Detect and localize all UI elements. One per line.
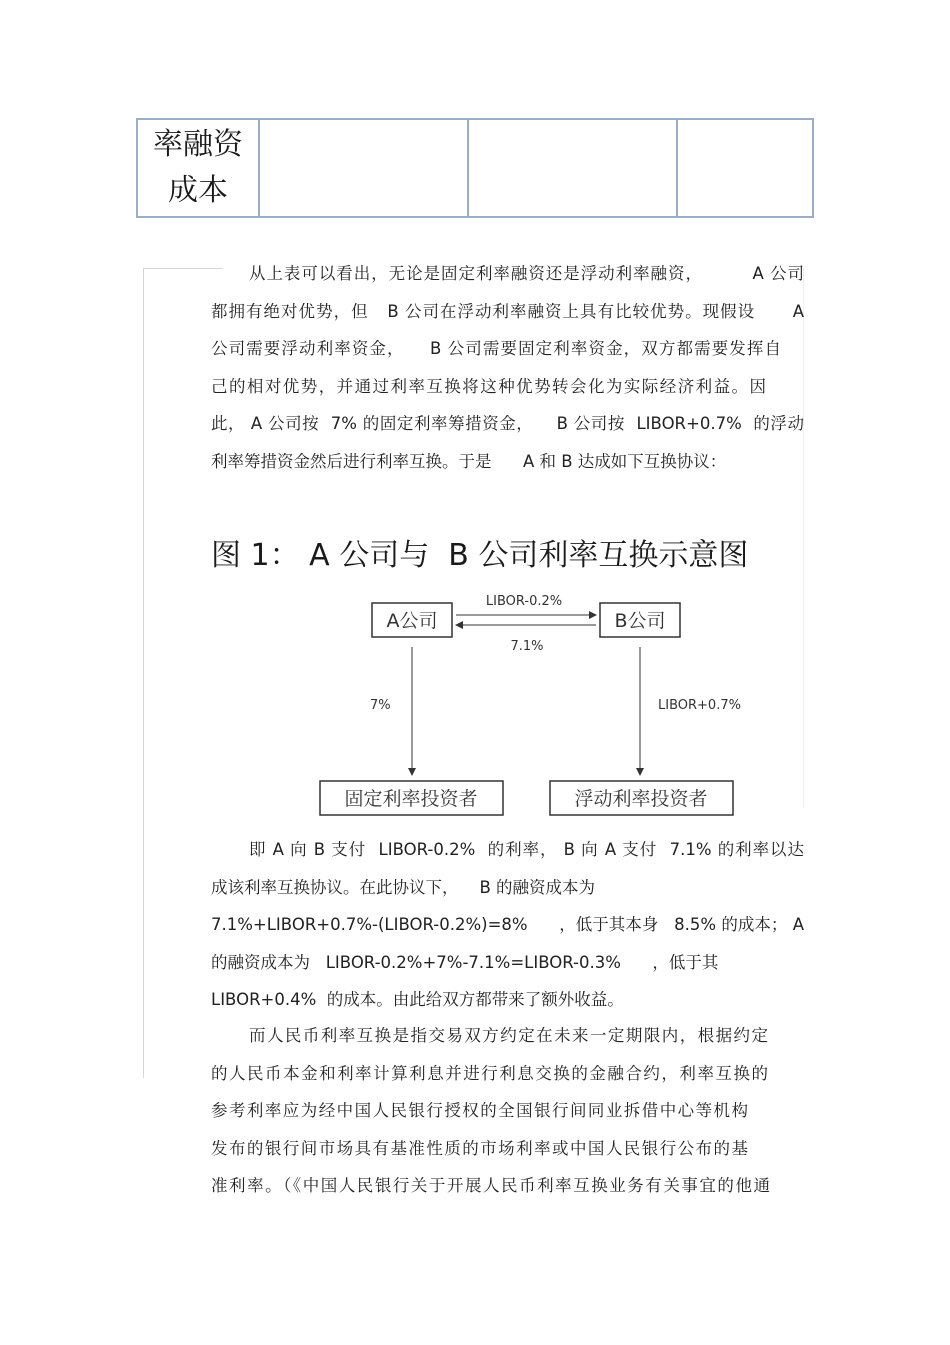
box-company-b-label: B公司 bbox=[614, 610, 666, 632]
paragraph-line: 都拥有绝对优势，但 B 公司在浮动利率融资上具有比较优势。现假设 A bbox=[211, 301, 804, 321]
swap-diagram bbox=[300, 585, 760, 825]
box-fixed-investor-label: 固定利率投资者 bbox=[344, 788, 478, 810]
box-float-investor-label: 浮动利率投资者 bbox=[574, 788, 708, 810]
table-cell bbox=[677, 119, 813, 217]
table-row-header bbox=[137, 119, 259, 217]
paragraph-line: 而人民币利率互换是指交易双方约定在未来一定期限内，根据约定 bbox=[249, 1026, 768, 1045]
paragraph-line: 发布的银行间市场具有基准性质的市场利率或中国人民银行公布的基 bbox=[211, 1138, 748, 1158]
paragraph-line: 此， A 公司按 7% 的固定利率筹措资金， B 公司按 LIBOR+0.7% 的浮动 bbox=[211, 414, 804, 433]
row-header-line1: 率融资 bbox=[153, 127, 243, 162]
paragraph-line: LIBOR+0.4% 的成本。由此给双方都带来了额外收益。 bbox=[211, 990, 624, 1009]
rate-table bbox=[136, 118, 814, 218]
right-down-label: LIBOR+0.7% bbox=[658, 698, 741, 713]
page-border-left bbox=[143, 268, 144, 1078]
paragraph-3 bbox=[211, 1017, 804, 1205]
table-cell bbox=[468, 119, 677, 217]
box-company-b bbox=[600, 603, 680, 637]
paragraph-line: 的融资成本为 LIBOR-0.2%+7%-7.1%=LIBOR-0.3% ，低于其 bbox=[211, 952, 719, 972]
table-row bbox=[137, 119, 813, 217]
box-company-a bbox=[372, 603, 452, 637]
paragraph-line: 利率筹措资金然后进行利率互换。于是 A 和 B 达成如下互换协议： bbox=[211, 451, 727, 471]
paragraph-2 bbox=[211, 831, 804, 1019]
paragraph-line: 公司需要浮动利率资金， B 公司需要固定利率资金，双方都需要发挥自 bbox=[211, 339, 781, 358]
arrow-top-label: LIBOR-0.2% bbox=[485, 594, 563, 609]
paragraph-line: 参考利率应为经中国人民银行授权的全国银行间同业拆借中心等机构 bbox=[211, 1101, 748, 1120]
row-header-line2: 成本 bbox=[168, 173, 228, 208]
arrow-bottom-label: 7.1% bbox=[510, 639, 544, 654]
box-fixed-investor bbox=[320, 781, 503, 815]
paragraph-line: 成该利率互换协议。在此协议下， B 的融资成本为 bbox=[211, 877, 596, 897]
paragraph-line: 准利率。（《中国人民银行关于开展人民币利率互换业务有关事宜的他通 bbox=[211, 1176, 770, 1195]
paragraph-line: 的人民币本金和利率计算利息并进行利息交换的金融合约，利率互换的 bbox=[211, 1063, 768, 1083]
paragraph-line: 即 A 向 B 支付 LIBOR-0.2% 的利率， B 向 A 支付 7.1% 的利率以达 bbox=[249, 840, 804, 859]
figure-title: 图 1： A 公司与 B 公司利率互换示意图 bbox=[211, 538, 749, 573]
paragraph-line: 7.1%+LIBOR+0.7%-(LIBOR-0.2%)=8% ，低于其本身 8.5% 的成本； A bbox=[211, 915, 804, 934]
left-down-label: 7% bbox=[370, 698, 391, 713]
table-cell bbox=[259, 119, 468, 217]
paragraph-line: 从上表可以看出，无论是固定利率融资还是浮动利率融资， A 公司 bbox=[249, 264, 804, 283]
box-company-a-label: A公司 bbox=[386, 610, 438, 632]
paragraph-1 bbox=[211, 255, 804, 480]
paragraph-line: 己的相对优势，并通过利率互换将这种优势转会化为实际经济利益。因 bbox=[211, 376, 766, 396]
box-float-investor bbox=[550, 781, 733, 815]
